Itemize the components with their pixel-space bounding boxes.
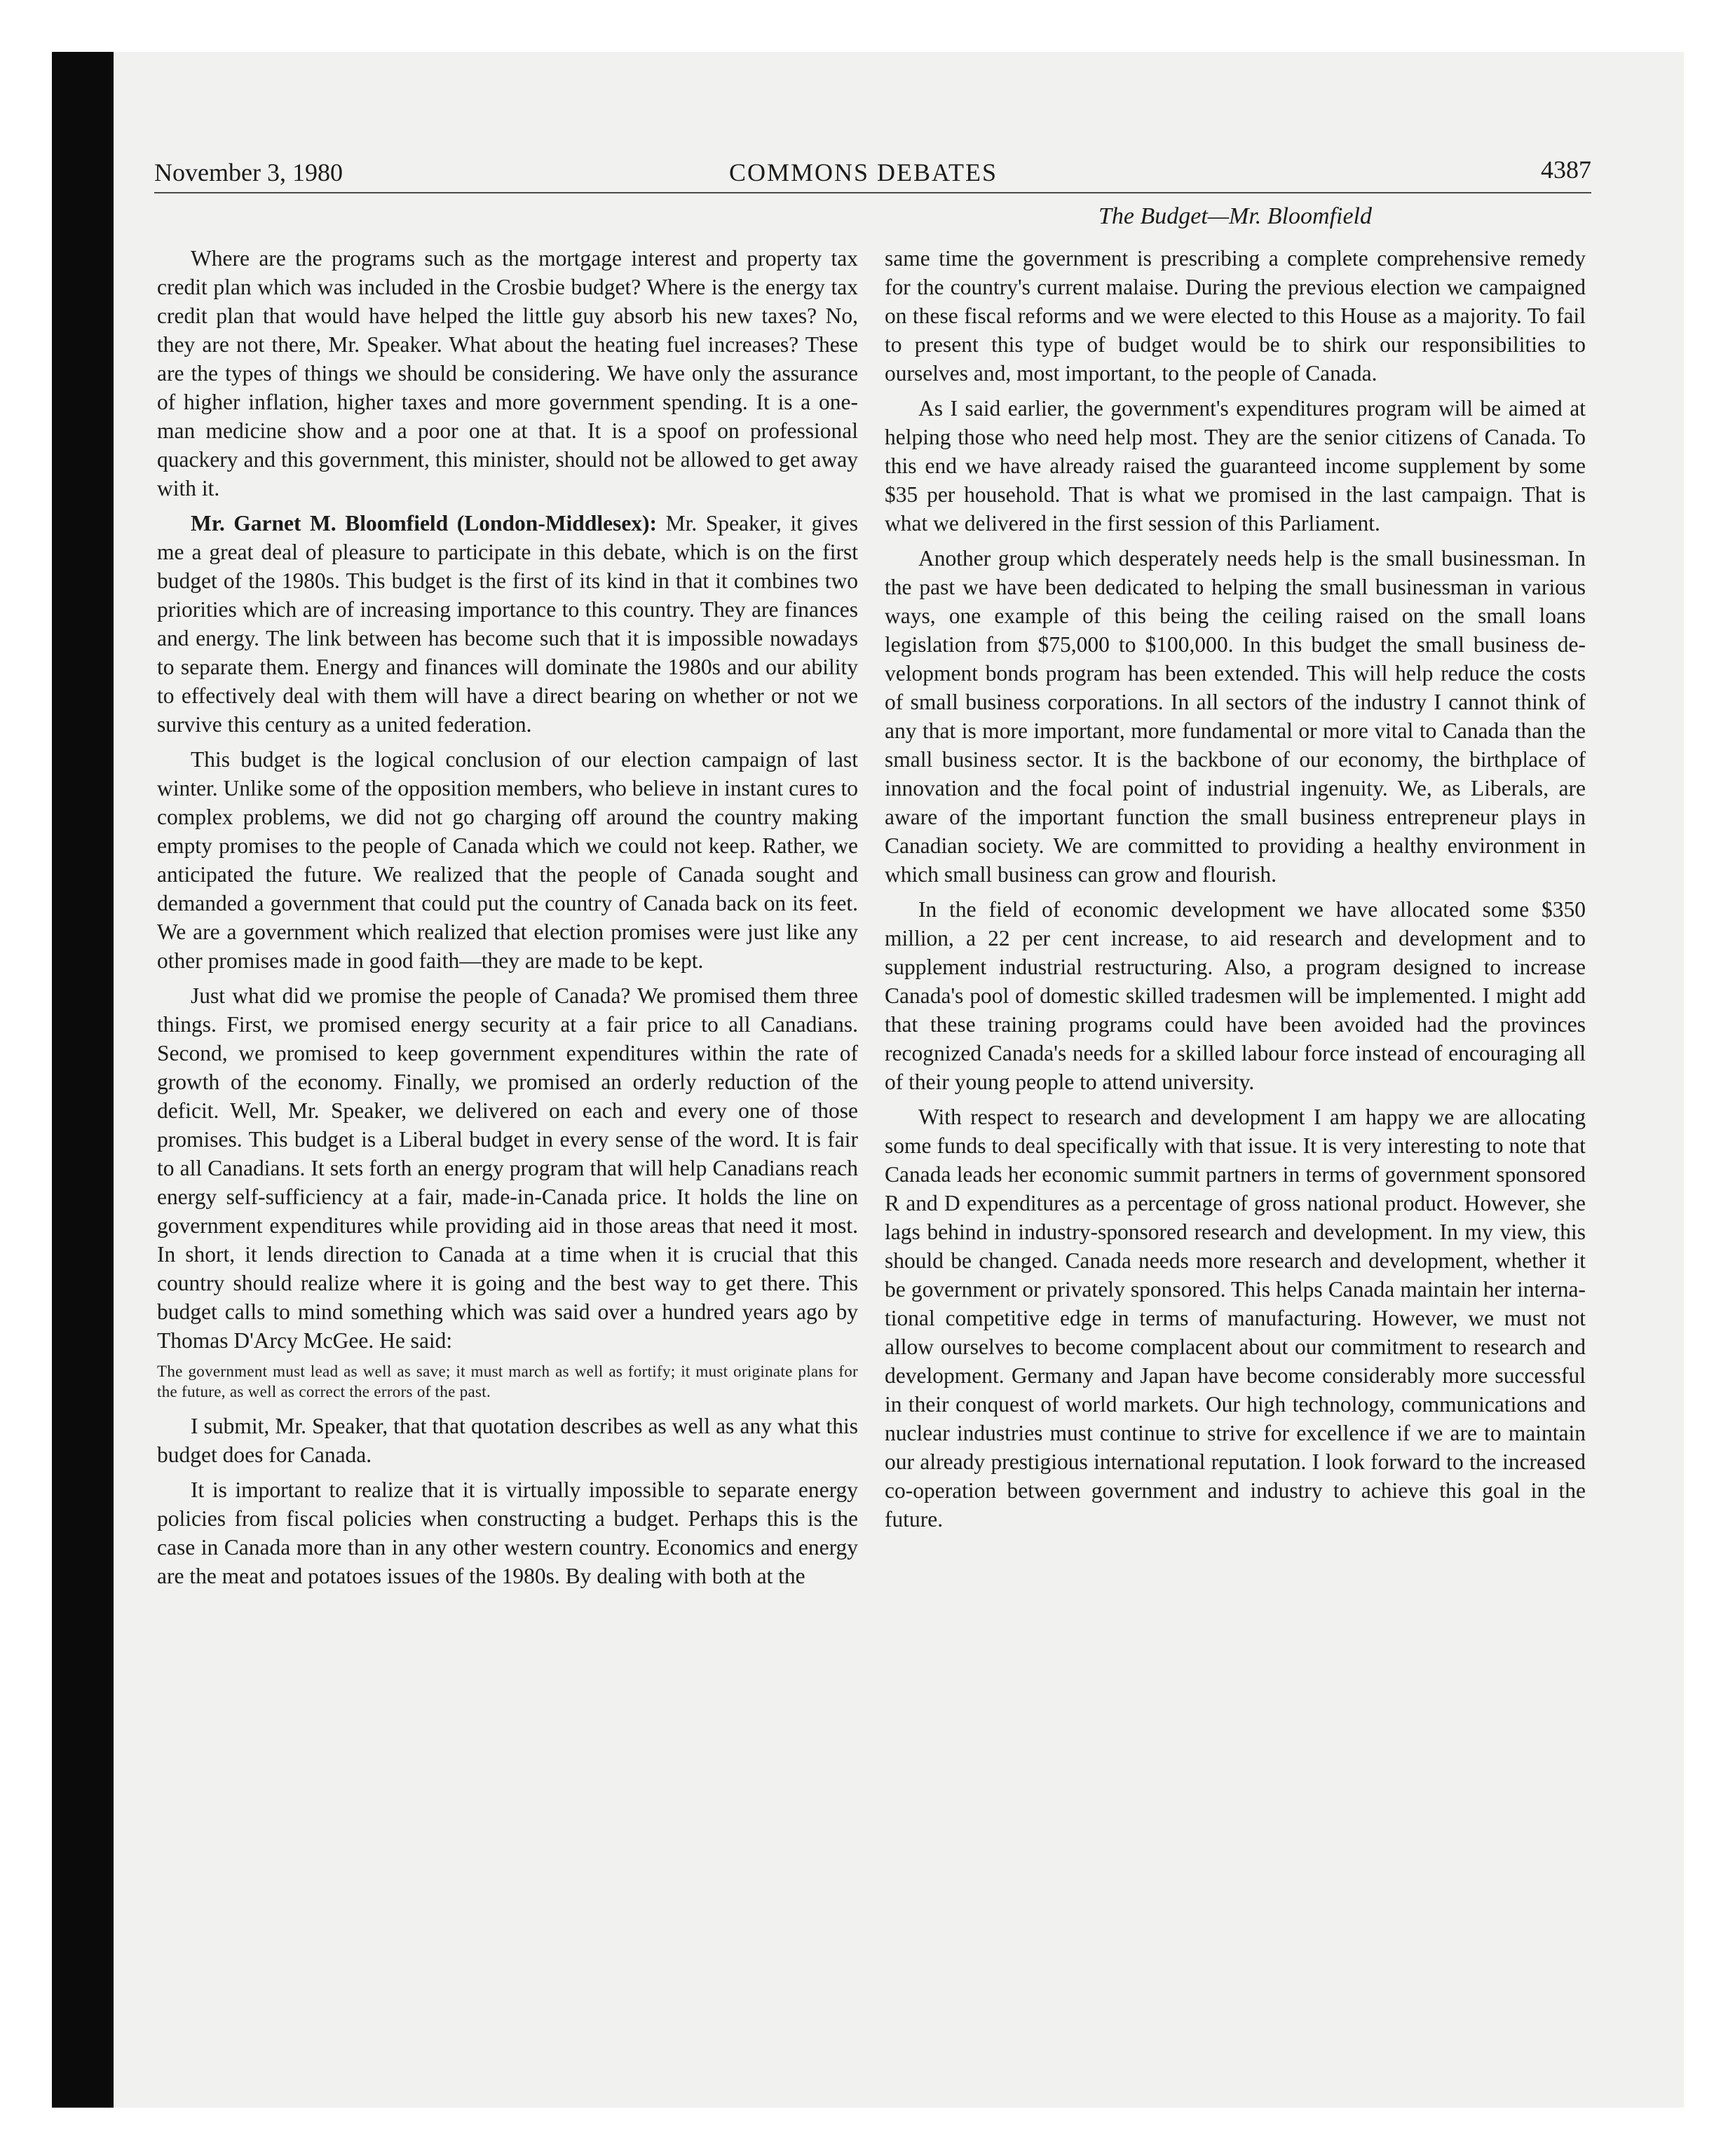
paragraph: In the field of economic development we have allocated some $350 million, a 22 per cent increase, to aid research and development and to supplement industrial restructuring. Also, a program designed to increase Canada's pool of domestic skilled tradesmen will be implemented. I might add that these training programs could have been avoided had the provinces recognized Canada's needs for a skilled labour force instead of encouraging all of their young people to attend university.: [885, 897, 1586, 1094]
paragraph: I submit, Mr. Speaker, that that quotation describes as well as any what this budget does for Canada.: [157, 1414, 858, 1467]
paragraph: It is important to realize that it is virtually impossible to separate energy policies from fiscal policies when constructing a budget. Perhaps this is the case in Canada more than in any other western country. Economics and energy are the meat and potatoes issues of the 1980s. By dealing with both at the: [157, 1478, 858, 1588]
publication-title: COMMONS DEBATES: [729, 158, 998, 186]
paragraph-text: Mr. Speaker, it gives me a great deal of pleasure to participate in this debate, which is on the first budget of the 1980s. This budget is the first of its kind in that it combines two priorities which are of increasing importance to this country. They are finances and energy. The link between has become such that it is impossible nowadays to separate them. Energy and finances will dominate the 1980s and our ability to effectively deal with them will have a direct bearing on whether or not we survive this century as a united federation.: [157, 511, 858, 737]
block-quote: The government must lead as well as save; it must march as well as fortify; it must originate plans for the future, as well as correct the errors of the past.: [157, 1363, 858, 1400]
paragraph: Another group which desperately needs help is the small businessman. In the past we have been dedicated to helping the small businessman in various ways, one example of this being the ceiling raised on the small loans legislation from $75,000 to $100,000. In this budget the small business development bonds program has been extended. This will help reduce the costs of small business corporations. In all sectors of the industry I cannot think of any that is more important, more fundamental or more vital to Canada than the small business sector. It is the backbone of our economy, the birthplace of innovation and the focal point of industrial ingenuity. We, as Liberals, are aware of the important function the small business entrepreneur plays in Canadian society. We are committed to providing a healthy environment in which small business can grow and flourish.: [885, 546, 1586, 887]
paragraph: With respect to research and development I am happy we are allocating some funds to deal specifically with that issue. It is very interesting to note that Canada leads her economic summit partners in terms of government sponsored R and D expenditures as a percentage of gross national product. However, she lags behind in industry-sponsored research and development. In my view, this should be changed. Canada needs more research and development, whether it be government or privately sponsored. This helps Canada maintain her international competitive edge in terms of manufacturing. However, we must not allow ourselves to become complacent about our commitment to research and development. Germany and Japan have become considerably more successful in their conquest of world markets. Our high technology, communications and nuclear industries must continue to strive for excellence if we are to maintain our already prestigious international reputation. I look forward to the increased co-operation between government and industry to achieve this goal in the future.: [885, 1105, 1586, 1531]
header-rule: [154, 192, 1591, 193]
scan-border: [52, 52, 114, 2108]
page-header: [154, 153, 1591, 192]
running-head: The Budget—Mr. Bloomfield: [1098, 203, 1373, 229]
header-date: November 3, 1980: [154, 158, 343, 186]
paragraph: This budget is the logical conclusion of our election campaign of last winter. Unlike some of the opposition members, who believe in instant cures to complex problems, we did not go charging off around the country making empty promises to the people of Canada which we could not keep. Rather, we anticipated the future. We realized that the people of Canada sought and demanded a government that could put the country of Canada back on its feet. We are a government which realized that election promises were just like any other promises made in good faith—they are made to be kept.: [157, 747, 858, 973]
left-column: [157, 244, 858, 1597]
right-column: [885, 244, 1586, 1540]
paragraph: As I said earlier, the government's expenditures program will be aimed at helping those who need help most. They are the senior citizens of Canada. To this end we have already raised the guaranteed income supplement by some $35 per household. That is what we promised in the last campaign. That is what we delivered in the first session of this Parliament.: [885, 396, 1586, 535]
page-number: 4387: [1541, 156, 1591, 184]
paragraph: Where are the programs such as the mortgage interest and property tax credit plan which was included in the Crosbie budget? Where is the energy tax credit plan that would have helped the little guy absorb his new taxes? No, they are not there, Mr. Speaker. What about the heating fuel increases? These are the types of things we should be considering. We have only the assurance of higher inflation, higher taxes and more government spending. It is a one-man medicine show and a poor one at that. It is a spoof on professional quackery and this government, this minister, should not be allowed to get away with it.: [157, 246, 858, 500]
paragraph: [157, 509, 858, 739]
paragraph: same time the government is prescribing a complete comprehensive remedy for the country's current malaise. During the previous election we campaigned on these fiscal reforms and we were elected to this House as a majority. To fail to present this type of budget would be to shirk our responsibilities to ourselves and, most important, to the people of Canada.: [885, 246, 1586, 386]
paragraph: Just what did we promise the people of Canada? We promised them three things. First, we promised energy security at a fair price to all Canadians. Second, we promised to keep government expenditures within the rate of growth of the economy. Finally, we promised an orderly reduction of the deficit. Well, Mr. Speaker, we delivered on each and every one of those promises. This budget is a Liberal budget in every sense of the word. It is fair to all Canadians. It sets forth an energy program that will help Canadians reach energy self-sufficiency at a fair, made-in-Canada price. It holds the line on government expenditures while providing aid in those areas that need it most. In short, it lends direction to Canada at a time when it is crucial that this country should realize where it is going and the best way to get there. This budget calls to mind something which was said over a hundred years ago by Thomas D'Arcy McGee. He said:: [157, 983, 858, 1353]
speaker-name: Mr. Garnet M. Bloomfield (London-Middlesex):: [191, 511, 658, 535]
